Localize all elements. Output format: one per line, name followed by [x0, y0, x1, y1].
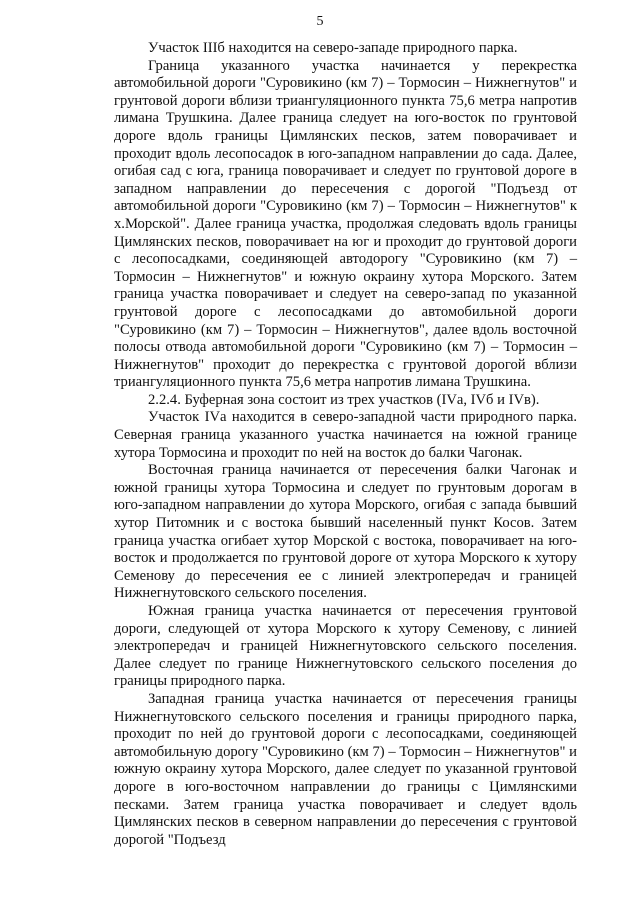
paragraph-section-4a-south: Южная граница участка начинается от пересечения грунтовой дороги, следующей от хутора Морского к хутору Семенову, с линией электропередач и границей Нижнегнутовского сельского поселения. Далее следует по границе Нижнегнутовского сельского поселения до границы природного парка. [114, 603, 577, 690]
paragraph-buffer-zone-heading: 2.2.4. Буферная зона состоит из трех участков (IVа, IVб и IVв). [148, 391, 540, 408]
paragraph-section-4a-east: Восточная граница начинается от пересечения балки Чагонак и южной границы хутора Тормосина и следует по грунтовым дорогам в юго-западном направлении до хутора Морского, огибая с запада бывший хутор Питомник и с востока бывший населенный пункт Косов. Затем граница участка огибает хутор Морской с востока, поворачивает на юго-восток и продолжается по грунтовой дороге от хутора Морского к хутору Семенову до пересечения ее с линией электропередач и границей Нижнегнутовского сельского поселения. [114, 462, 577, 602]
paragraph-section-4a-west: Западная граница участка начинается от пересечения границы Нижнегнутовского сельского поселения и границы природного парка, проходит по ней до грунтовой дороги с лесопосадками, соединяющей автомобильную дорогу "Суровикино (км 7) – Тормосин – Нижнегнутов" и южную окраину хутора Морского, далее следует по указанной грунтовой дороге в юго-восточном направлении до границы с Цимлянскими песками. Затем граница участка поворачивает и следует вдоль Цимлянских песков в северном направлении до пересечения с грунтовой дорогой "Подъезд [114, 690, 577, 848]
document-body [114, 40, 577, 849]
paragraph-section-4a-north: Участок IVа находится в северо-западной части природного парка. Северная граница указанного участка начинается на южной границе хутора Тормосина и проходит по ней на восток до балки Чагонак. [114, 409, 577, 461]
paragraph-section-3b-location: Участок IIIб находится на северо-западе природного парка. [148, 40, 518, 56]
paragraph-section-3b-boundary: Граница указанного участка начинается у перекрестка автомобильной дороги "Суровикино (км 7) – Тормосин – Нижнегнутов" и грунтовой дороги вблизи триангуляционного пункта 75,6 метра напротив лимана Трушкина. Далее граница следует на юго-восток по грунтовой дороге вдоль границы Цимлянских песков, затем поворачивает и проходит вдоль лесопосадок в юго-западном направлении до сада. Далее, огибая сад с юга, граница поворачивает и следует по грунтовой дороге в западном направлении до пересечения с дорогой "Подъезд от автомобильной дороги "Суровикино (км 7) – Тормосин – Нижнегнутов" к х.Морской". Далее граница участка, продолжая следовать вдоль границы Цимлянских песков, поворачивает на юг и проходит до грунтовой дороги с лесопосадками, соединяющей автодорогу "Суровикино (км 7) – Тормосин – Нижнегнутов" и южную окраину хутора Морского. Затем граница участка поворачивает и следует на северо-запад по указанной грунтовой дороге с лесопосадками до автомобильной дороги "Суровикино (км 7) – Тормосин – Нижнегнутов", далее вдоль восточной полосы отвода автомобильной дороги "Суровикино (км 7) – Тормосин – Нижнегнутов" проходит до перекрестка с грунтовой дорогой вблизи триангуляционного пункта 75,6 метра напротив лимана Трушкина. [114, 57, 577, 391]
page-number: 5 [316, 14, 324, 29]
